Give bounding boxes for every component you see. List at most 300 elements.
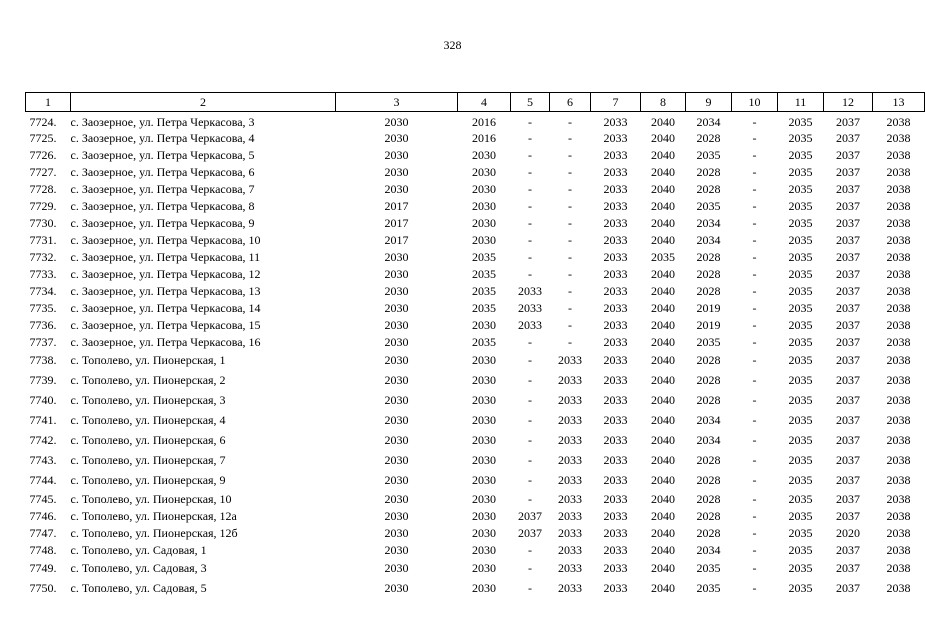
- table-cell-col-12: 2037: [836, 491, 860, 506]
- table-cell-col-13: 2038: [886, 266, 911, 281]
- table-cell-col-1: 7734.: [29, 283, 57, 298]
- table-cell-col-7: 2033: [603, 283, 628, 298]
- table-cell-col-1: 7746.: [29, 508, 57, 523]
- table-cell-col-12: 2037: [836, 198, 860, 213]
- table-cell-col-3: 2030: [384, 561, 409, 575]
- table-row: [26, 558, 925, 578]
- table-cell-col-6: -: [568, 164, 572, 179]
- table-cell-col-8: 2040: [651, 164, 675, 179]
- table-cell-col-6: -: [568, 181, 572, 196]
- table-cell-col-1: 7737.: [29, 334, 57, 349]
- table-cell-col-6: -: [568, 283, 572, 298]
- table-cell-col-11: 2035: [788, 581, 813, 595]
- table-cell-col-6: 2033: [558, 373, 582, 387]
- table-cell-col-4: 2035: [472, 334, 496, 349]
- table-cell-col-7: 2033: [603, 413, 628, 427]
- table-cell-col-6: -: [568, 317, 572, 332]
- table-cell-col-1: 7736.: [29, 317, 57, 332]
- table-cell-col-9: 2028: [696, 249, 721, 264]
- table-cell-col-2: с. Заозерное, ул. Петра Черкасова, 4: [70, 130, 255, 145]
- table-cell-col-6: 2033: [558, 542, 582, 557]
- table-row: [26, 541, 925, 558]
- table-row: [26, 265, 925, 282]
- table-cell-col-4: 2030: [472, 508, 496, 523]
- table-cell-col-2: с. Тополево, ул. Пионерская, 4: [70, 413, 226, 427]
- table-cell-col-13: 2038: [886, 561, 911, 575]
- table-cell-col-6: 2033: [558, 525, 582, 540]
- table-cell-col-7: 2033: [603, 508, 628, 523]
- table-cell-col-4: 2030: [472, 232, 496, 247]
- table-cell-col-13: 2038: [886, 413, 911, 427]
- table-cell-col-7: 2033: [603, 232, 628, 247]
- table-cell-col-12: 2037: [836, 164, 860, 179]
- table-cell-col-13: 2038: [886, 334, 911, 349]
- table-cell-col-10: -: [752, 164, 757, 179]
- header-row: [26, 93, 925, 112]
- table-cell-col-4: 2030: [472, 353, 496, 367]
- table-row: [26, 410, 925, 430]
- table-cell-col-6: 2033: [558, 453, 582, 467]
- table-cell-col-13: 2038: [886, 181, 911, 196]
- table-cell-col-3: 2030: [384, 542, 409, 557]
- table-cell-col-13: 2038: [886, 215, 911, 230]
- table-row: [26, 507, 925, 524]
- table-cell-col-4: 2030: [472, 453, 496, 467]
- table-cell-col-3: 2030: [384, 115, 409, 129]
- table-cell-col-9: 2028: [696, 164, 721, 179]
- table-cell-col-5: -: [528, 491, 532, 506]
- table-cell-col-10: -: [752, 115, 757, 129]
- table-cell-col-3: 2030: [384, 283, 409, 298]
- table-cell-col-10: -: [752, 491, 757, 506]
- table-row: [26, 282, 925, 299]
- table-cell-col-8: 2040: [651, 130, 675, 145]
- table-cell-col-13: 2038: [886, 198, 911, 213]
- column-header-2: 2: [71, 93, 336, 112]
- table-cell-col-9: 2028: [696, 491, 721, 506]
- table-cell-col-12: 2037: [836, 334, 860, 349]
- column-header-8: 8: [641, 93, 686, 112]
- table-cell-col-9: 2035: [696, 334, 721, 349]
- table-cell-col-4: 2030: [472, 164, 496, 179]
- table-cell-col-2: с. Тополево, ул. Пионерская, 12б: [70, 525, 238, 540]
- table-cell-col-1: 7742.: [29, 433, 57, 447]
- table-cell-col-3: 2030: [384, 453, 409, 467]
- table-cell-col-12: 2037: [836, 130, 860, 145]
- table-cell-col-9: 2028: [696, 453, 721, 467]
- table-cell-col-11: 2035: [788, 283, 813, 298]
- table-cell-col-4: 2030: [472, 181, 496, 196]
- table-row: [26, 180, 925, 197]
- table-cell-col-11: 2035: [788, 393, 813, 407]
- table-cell-col-10: -: [752, 334, 757, 349]
- table-cell-col-13: 2038: [886, 373, 911, 387]
- table-cell-col-5: -: [528, 542, 532, 557]
- table-cell-col-5: 2033: [518, 300, 542, 315]
- table-row: [26, 248, 925, 265]
- table-cell-col-4: 2035: [472, 283, 496, 298]
- table-cell-col-11: 2035: [788, 115, 813, 129]
- table-cell-col-12: 2037: [836, 300, 860, 315]
- table-cell-col-11: 2035: [788, 130, 813, 145]
- table-cell-col-11: 2035: [788, 542, 813, 557]
- column-header-4: 4: [458, 93, 511, 112]
- table-cell-col-6: 2033: [558, 353, 582, 367]
- table-cell-col-3: 2030: [384, 508, 409, 523]
- table-cell-col-12: 2037: [836, 215, 860, 230]
- table-cell-col-3: 2030: [384, 164, 409, 179]
- table-cell-col-10: -: [752, 453, 757, 467]
- table-cell-col-4: 2030: [472, 147, 496, 162]
- table-cell-col-5: 2037: [518, 525, 542, 540]
- table-cell-col-6: 2033: [558, 393, 582, 407]
- table-cell-col-12: 2037: [836, 393, 860, 407]
- table-cell-col-12: 2037: [836, 413, 860, 427]
- table-cell-col-12: 2037: [836, 433, 860, 447]
- column-header-6: 6: [550, 93, 591, 112]
- table-cell-col-11: 2035: [788, 249, 813, 264]
- table-row: [26, 299, 925, 316]
- table-cell-col-12: 2037: [836, 317, 860, 332]
- table-cell-col-13: 2038: [886, 508, 911, 523]
- table-cell-col-6: -: [568, 249, 572, 264]
- column-header-7: 7: [591, 93, 641, 112]
- table-cell-col-13: 2038: [886, 491, 911, 506]
- table-cell-col-13: 2038: [886, 433, 911, 447]
- table-cell-col-7: 2033: [603, 353, 628, 367]
- table-cell-col-10: -: [752, 508, 757, 523]
- table-cell-col-5: -: [528, 130, 532, 145]
- table-cell-col-9: 2028: [696, 373, 721, 387]
- table-cell-col-5: -: [528, 433, 532, 447]
- table-cell-col-13: 2038: [886, 393, 911, 407]
- table-cell-col-7: 2033: [603, 453, 628, 467]
- table-cell-col-5: 2037: [518, 508, 542, 523]
- table-cell-col-6: 2033: [558, 561, 582, 575]
- table-row: [26, 578, 925, 598]
- table-cell-col-6: -: [568, 115, 572, 129]
- table-cell-col-1: 7739.: [29, 373, 57, 387]
- table-cell-col-5: -: [528, 453, 532, 467]
- table-cell-col-5: -: [528, 473, 532, 487]
- table-cell-col-13: 2038: [886, 525, 911, 540]
- table-row: [26, 197, 925, 214]
- table-cell-col-8: 2040: [651, 115, 675, 129]
- table-cell-col-12: 2037: [836, 453, 860, 467]
- table-cell-col-7: 2033: [603, 334, 628, 349]
- table-cell-col-9: 2028: [696, 473, 721, 487]
- table-cell-col-13: 2038: [886, 317, 911, 332]
- table-cell-col-13: 2038: [886, 453, 911, 467]
- table-cell-col-5: 2033: [518, 283, 542, 298]
- table-cell-col-10: -: [752, 249, 757, 264]
- table-cell-col-11: 2035: [788, 525, 813, 540]
- table-cell-col-6: 2033: [558, 508, 582, 523]
- table-cell-col-12: 2037: [836, 232, 860, 247]
- table-cell-col-3: 2030: [384, 373, 409, 387]
- table-cell-col-9: 2035: [696, 561, 721, 575]
- table-cell-col-2: с. Тополево, ул. Пионерская, 2: [70, 373, 226, 387]
- table-cell-col-7: 2033: [603, 581, 628, 595]
- table-cell-col-10: -: [752, 283, 757, 298]
- table-cell-col-2: с. Тополево, ул. Пионерская, 3: [70, 393, 226, 407]
- table-cell-col-6: -: [568, 266, 572, 281]
- table-cell-col-1: 7733.: [29, 266, 57, 281]
- table-cell-col-1: 7726.: [29, 147, 57, 162]
- table-cell-col-13: 2038: [886, 147, 911, 162]
- table-cell-col-5: -: [528, 334, 532, 349]
- table-cell-col-8: 2040: [651, 581, 675, 595]
- table-cell-col-1: 7747.: [29, 525, 57, 540]
- table-cell-col-3: 2030: [384, 181, 409, 196]
- table-cell-col-4: 2030: [472, 581, 496, 595]
- column-header-3: 3: [336, 93, 458, 112]
- table-cell-col-3: 2017: [384, 215, 409, 230]
- table-row: [26, 490, 925, 507]
- table-cell-col-5: -: [528, 266, 532, 281]
- table-cell-col-13: 2038: [886, 115, 911, 129]
- table-cell-col-7: 2033: [603, 491, 628, 506]
- table-cell-col-9: 2034: [696, 115, 721, 129]
- table-cell-col-10: -: [752, 232, 757, 247]
- table-cell-col-5: -: [528, 232, 532, 247]
- table-cell-col-2: с. Заозерное, ул. Петра Черкасова, 6: [70, 164, 255, 179]
- table-cell-col-10: -: [752, 473, 757, 487]
- table-cell-col-11: 2035: [788, 317, 813, 332]
- table-cell-col-2: с. Заозерное, ул. Петра Черкасова, 3: [70, 115, 255, 129]
- table-cell-col-9: 2019: [696, 300, 721, 315]
- table-cell-col-6: 2033: [558, 473, 582, 487]
- table-cell-col-2: с. Тополево, ул. Садовая, 3: [70, 561, 207, 575]
- table-cell-col-5: -: [528, 353, 532, 367]
- table-cell-col-11: 2035: [788, 453, 813, 467]
- table-cell-col-9: 2028: [696, 525, 721, 540]
- table-cell-col-4: 2030: [472, 198, 496, 213]
- table-cell-col-4: 2030: [472, 373, 496, 387]
- table-cell-col-12: 2037: [836, 147, 860, 162]
- table-cell-col-1: 7725.: [29, 130, 57, 145]
- table-cell-col-2: с. Тополево, ул. Пионерская, 1: [70, 353, 226, 367]
- table-cell-col-11: 2035: [788, 353, 813, 367]
- table-cell-col-3: 2030: [384, 353, 409, 367]
- table-cell-col-11: 2035: [788, 373, 813, 387]
- table-cell-col-1: 7743.: [29, 453, 57, 467]
- table-cell-col-10: -: [752, 353, 757, 367]
- table-row: [26, 430, 925, 450]
- table-cell-col-10: -: [752, 266, 757, 281]
- table-cell-col-5: -: [528, 561, 532, 575]
- table-cell-col-8: 2040: [651, 283, 675, 298]
- table-cell-col-9: 2034: [696, 215, 721, 230]
- table-cell-col-6: -: [568, 147, 572, 162]
- table-cell-col-12: 2037: [836, 283, 860, 298]
- table-row: [26, 390, 925, 410]
- table-cell-col-9: 2034: [696, 542, 721, 557]
- table-row: [26, 129, 925, 146]
- table-cell-col-8: 2040: [651, 393, 675, 407]
- table-cell-col-9: 2034: [696, 433, 721, 447]
- table-cell-col-9: 2028: [696, 508, 721, 523]
- table-cell-col-1: 7745.: [29, 491, 57, 506]
- table-cell-col-8: 2040: [651, 491, 675, 506]
- table-cell-col-2: с. Заозерное, ул. Петра Черкасова, 5: [70, 147, 255, 162]
- table-cell-col-2: с. Заозерное, ул. Петра Черкасова, 10: [70, 232, 261, 247]
- table-cell-col-11: 2035: [788, 473, 813, 487]
- table-cell-col-6: 2033: [558, 581, 582, 595]
- table-cell-col-10: -: [752, 317, 757, 332]
- table-cell-col-12: 2037: [836, 581, 860, 595]
- table-cell-col-4: 2030: [472, 525, 496, 540]
- table-cell-col-8: 2040: [651, 334, 675, 349]
- table-cell-col-2: с. Заозерное, ул. Петра Черкасова, 11: [70, 249, 261, 264]
- table-cell-col-4: 2030: [472, 561, 496, 575]
- table-cell-col-5: 2033: [518, 317, 542, 332]
- table-cell-col-4: 2030: [472, 433, 496, 447]
- page-number: 328: [443, 38, 462, 52]
- table-cell-col-6: 2033: [558, 491, 582, 506]
- table-row: [26, 231, 925, 248]
- table-cell-col-9: 2028: [696, 130, 721, 145]
- table-cell-col-2: с. Тополево, ул. Пионерская, 12а: [70, 508, 237, 523]
- table-cell-col-7: 2033: [603, 525, 628, 540]
- table-cell-col-6: -: [568, 334, 572, 349]
- table-cell-col-5: -: [528, 581, 532, 595]
- table-cell-col-1: 7732.: [29, 249, 57, 264]
- table-cell-col-7: 2033: [603, 130, 628, 145]
- table-cell-col-7: 2033: [603, 115, 628, 129]
- table-cell-col-10: -: [752, 147, 757, 162]
- table-cell-col-13: 2038: [886, 353, 911, 367]
- table-cell-col-8: 2040: [651, 453, 675, 467]
- table-cell-col-3: 2030: [384, 249, 409, 264]
- table-cell-col-2: с. Заозерное, ул. Петра Черкасова, 9: [70, 215, 255, 230]
- table-cell-col-10: -: [752, 130, 757, 145]
- table-cell-col-3: 2030: [384, 433, 409, 447]
- table-body: [26, 112, 925, 599]
- table-row: [26, 370, 925, 390]
- table-cell-col-10: -: [752, 181, 757, 196]
- table-cell-col-3: 2017: [384, 198, 409, 213]
- table-cell-col-2: с. Тополево, ул. Садовая, 5: [70, 581, 207, 595]
- table-cell-col-3: 2030: [384, 147, 409, 162]
- table-cell-col-6: -: [568, 300, 572, 315]
- table-cell-col-3: 2017: [384, 232, 409, 247]
- table-cell-col-2: с. Заозерное, ул. Петра Черкасова, 7: [70, 181, 255, 196]
- table-cell-col-1: 7740.: [29, 393, 57, 407]
- table-cell-col-1: 7738.: [29, 353, 57, 367]
- table-cell-col-8: 2040: [651, 508, 675, 523]
- table-cell-col-8: 2040: [651, 473, 675, 487]
- table-cell-col-12: 2037: [836, 115, 860, 129]
- table-cell-col-7: 2033: [603, 249, 628, 264]
- table-cell-col-11: 2035: [788, 334, 813, 349]
- table-cell-col-3: 2030: [384, 581, 409, 595]
- table-cell-col-9: 2028: [696, 393, 721, 407]
- table-cell-col-3: 2030: [384, 393, 409, 407]
- table-cell-col-5: -: [528, 249, 532, 264]
- table-cell-col-11: 2035: [788, 561, 813, 575]
- table-cell-col-4: 2035: [472, 300, 496, 315]
- table-cell-col-7: 2033: [603, 198, 628, 213]
- table-cell-col-10: -: [752, 542, 757, 557]
- table-cell-col-11: 2035: [788, 147, 813, 162]
- table-row: [26, 163, 925, 180]
- table-cell-col-8: 2040: [651, 147, 675, 162]
- table-cell-col-8: 2040: [651, 353, 675, 367]
- table-cell-col-6: 2033: [558, 413, 582, 427]
- table-row: [26, 524, 925, 541]
- table-cell-col-4: 2030: [472, 215, 496, 230]
- table-cell-col-1: 7748.: [29, 542, 57, 557]
- table-cell-col-3: 2030: [384, 491, 409, 506]
- table-cell-col-1: 7729.: [29, 198, 57, 213]
- table-cell-col-11: 2035: [788, 181, 813, 196]
- table-cell-col-9: 2028: [696, 353, 721, 367]
- table-cell-col-3: 2030: [384, 130, 409, 145]
- table-cell-col-9: 2028: [696, 283, 721, 298]
- table-cell-col-1: 7728.: [29, 181, 57, 196]
- table-cell-col-10: -: [752, 393, 757, 407]
- table-cell-col-7: 2033: [603, 147, 628, 162]
- table-cell-col-1: 7741.: [29, 413, 57, 427]
- table-cell-col-10: -: [752, 373, 757, 387]
- table-row: [26, 214, 925, 231]
- table-cell-col-1: 7730.: [29, 215, 57, 230]
- table-cell-col-2: с. Тополево, ул. Садовая, 1: [70, 542, 207, 557]
- table-cell-col-7: 2033: [603, 393, 628, 407]
- table-cell-col-13: 2038: [886, 300, 911, 315]
- table-cell-col-8: 2040: [651, 542, 675, 557]
- table-cell-col-8: 2040: [651, 181, 675, 196]
- table-cell-col-7: 2033: [603, 373, 628, 387]
- table-cell-col-3: 2030: [384, 317, 409, 332]
- table-cell-col-10: -: [752, 581, 757, 595]
- table-cell-col-4: 2030: [472, 413, 496, 427]
- table-cell-col-7: 2033: [603, 542, 628, 557]
- table-cell-col-5: -: [528, 393, 532, 407]
- table-cell-col-10: -: [752, 300, 757, 315]
- table-cell-col-5: -: [528, 198, 532, 213]
- table-cell-col-3: 2030: [384, 300, 409, 315]
- table-cell-col-12: 2037: [836, 249, 860, 264]
- table-cell-col-7: 2033: [603, 266, 628, 281]
- table-cell-col-2: с. Заозерное, ул. Петра Черкасова, 15: [70, 317, 261, 332]
- column-header-11: 11: [778, 93, 824, 112]
- table-cell-col-3: 2030: [384, 525, 409, 540]
- table-cell-col-7: 2033: [603, 300, 628, 315]
- table-cell-col-8: 2040: [651, 433, 675, 447]
- table-cell-col-11: 2035: [788, 413, 813, 427]
- table-cell-col-8: 2040: [651, 300, 675, 315]
- table-cell-col-6: -: [568, 232, 572, 247]
- table-cell-col-2: с. Заозерное, ул. Петра Черкасова, 8: [70, 198, 255, 213]
- table-cell-col-1: 7750.: [29, 581, 57, 595]
- table-cell-col-3: 2030: [384, 334, 409, 349]
- table-cell-col-9: 2028: [696, 181, 721, 196]
- table-cell-col-8: 2040: [651, 266, 675, 281]
- table-cell-col-4: 2016: [472, 130, 496, 145]
- table-cell-col-8: 2040: [651, 198, 675, 213]
- table-cell-col-5: -: [528, 413, 532, 427]
- table-cell-col-12: 2037: [836, 181, 860, 196]
- table-cell-col-11: 2035: [788, 164, 813, 179]
- table-cell-col-2: с. Заозерное, ул. Петра Черкасова, 12: [70, 266, 261, 281]
- table-cell-col-9: 2028: [696, 266, 721, 281]
- table-cell-col-12: 2020: [836, 525, 860, 540]
- table-cell-col-8: 2040: [651, 232, 675, 247]
- table-cell-col-13: 2038: [886, 164, 911, 179]
- table-cell-col-4: 2030: [472, 473, 496, 487]
